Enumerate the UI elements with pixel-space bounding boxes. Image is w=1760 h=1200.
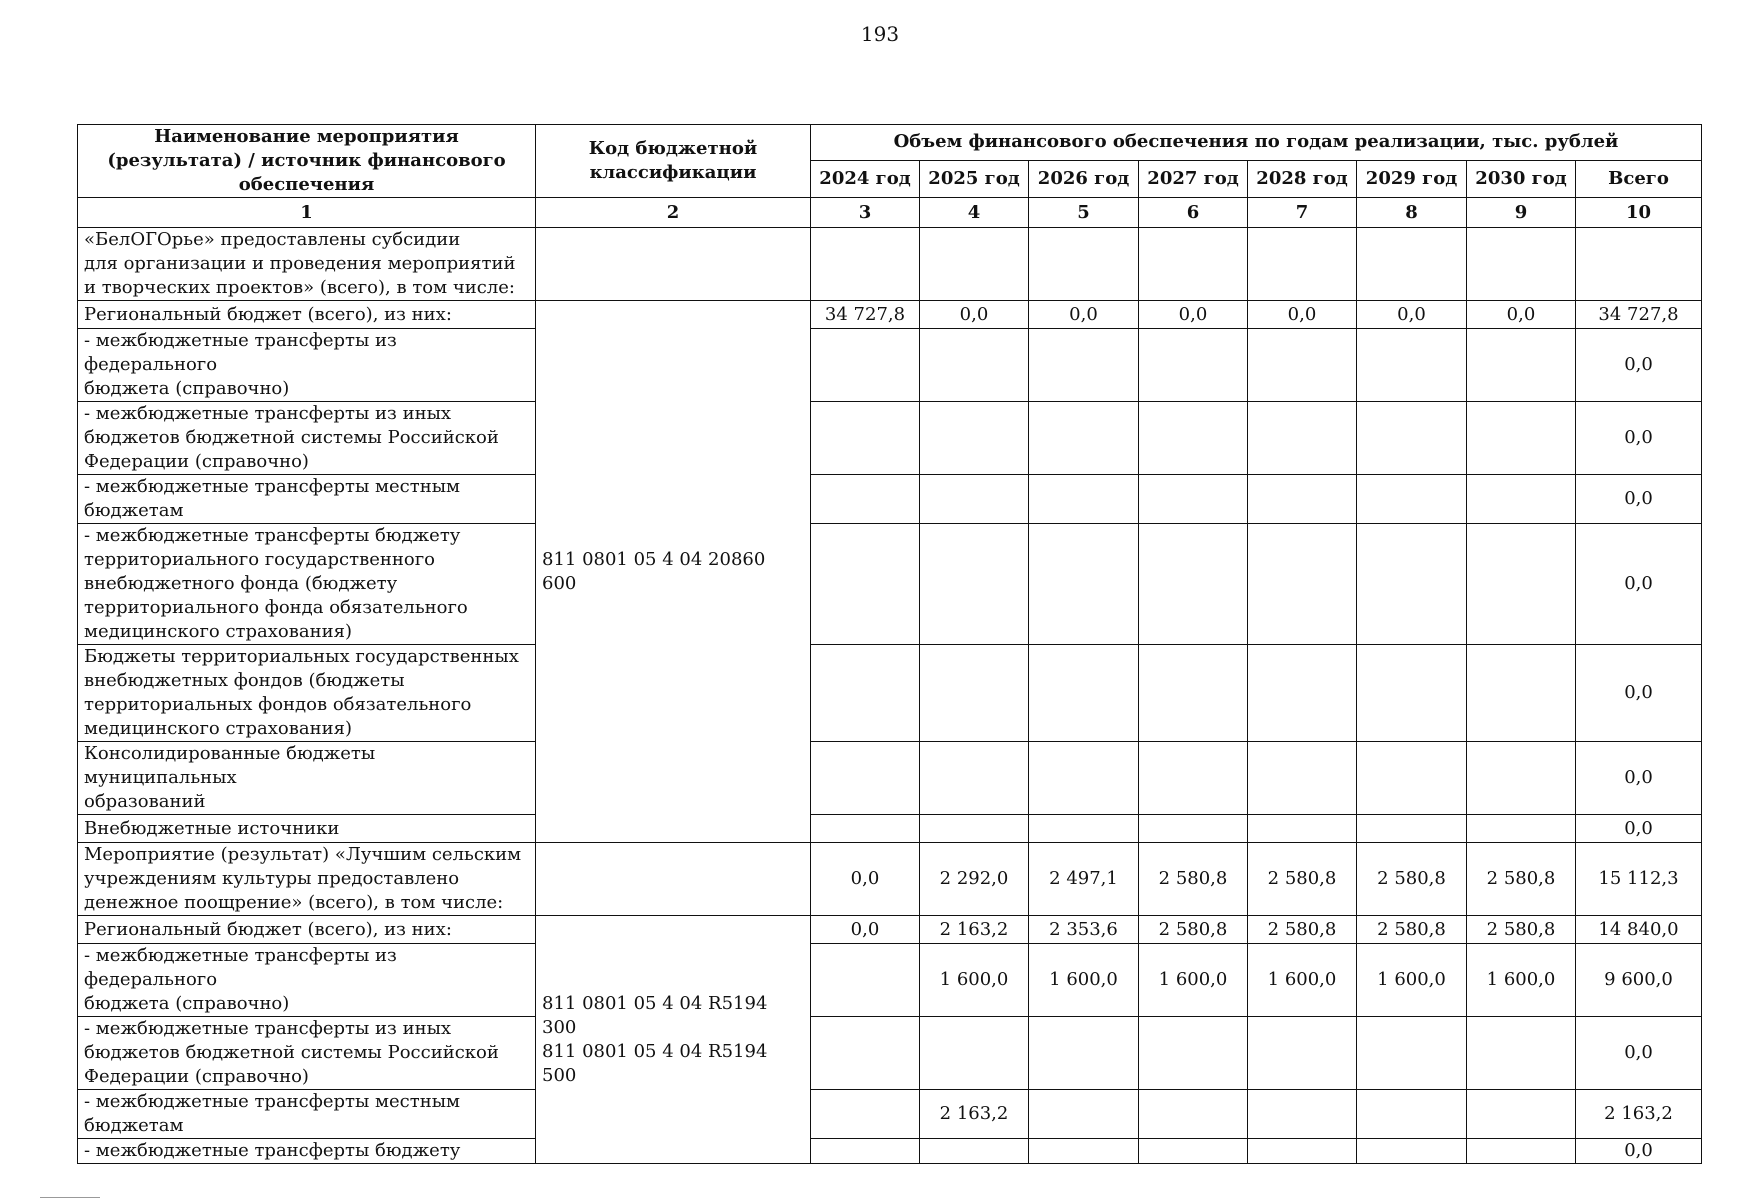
header-year: 2025 год [920,160,1029,197]
row-name: Региональный бюджет (всего), из них: [78,301,536,329]
year-value-cell [1029,329,1139,402]
year-value-cell [1467,329,1576,402]
year-value-cell: 0,0 [811,916,920,944]
total-cell: 0,0 [1576,645,1702,742]
year-value-cell [1029,402,1139,475]
table-row [78,475,1702,524]
year-value-cell [1139,815,1248,843]
year-value-cell [1467,1139,1576,1164]
year-value-cell [1248,524,1357,645]
column-number: 6 [1139,198,1248,228]
year-value-cell: 2 580,8 [1248,916,1357,944]
year-value-cell: 2 580,8 [1467,843,1576,916]
column-number: 9 [1467,198,1576,228]
total-cell: 0,0 [1576,524,1702,645]
year-value-cell [1029,645,1139,742]
year-value-cell [811,815,920,843]
table-row [78,524,1702,645]
column-number: 1 [78,198,536,228]
year-value-cell [1029,1017,1139,1090]
year-value-cell [1357,1139,1467,1164]
year-value-cell: 2 580,8 [1357,916,1467,944]
year-value-cell [1467,402,1576,475]
year-value-cell: 2 580,8 [1357,843,1467,916]
year-value-cell [920,228,1029,301]
column-number: 4 [920,198,1029,228]
year-value-cell [1029,742,1139,815]
row-name: - межбюджетные трансферты из иных бюджетов бюджетной системы Российской Федерации (справочно) [78,402,536,475]
year-value-cell [1248,815,1357,843]
table-row [78,1090,1702,1139]
column-number: 10 [1576,198,1702,228]
year-value-cell [1248,1139,1357,1164]
year-value-cell [1357,228,1467,301]
year-value-cell [920,742,1029,815]
total-cell: 0,0 [1576,815,1702,843]
table-row [78,329,1702,402]
year-value-cell [1467,645,1576,742]
header-year: 2029 год [1357,160,1467,197]
year-value-cell [1248,228,1357,301]
year-value-cell: 2 580,8 [1139,843,1248,916]
column-number: 7 [1248,198,1357,228]
year-value-cell [920,815,1029,843]
year-value-cell [920,1139,1029,1164]
year-value-cell: 2 580,8 [1139,916,1248,944]
header-year: Всего [1576,160,1702,197]
year-value-cell [811,329,920,402]
table-row [78,916,1702,944]
financing-table [77,124,1702,1164]
year-value-cell: 0,0 [920,301,1029,329]
year-value-cell: 2 580,8 [1467,916,1576,944]
row-name: Внебюджетные источники [78,815,536,843]
year-value-cell: 1 600,0 [1467,944,1576,1017]
header-year: 2027 год [1139,160,1248,197]
year-value-cell [1467,475,1576,524]
year-value-cell [1248,402,1357,475]
year-value-cell [920,329,1029,402]
total-cell: 15 112,3 [1576,843,1702,916]
year-value-cell [1467,228,1576,301]
row-name: - межбюджетные трансферты местным бюджетам [78,1090,536,1139]
year-value-cell [1357,402,1467,475]
year-value-cell [1357,1090,1467,1139]
year-value-cell [1139,524,1248,645]
row-name: - межбюджетные трансферты из иных бюджетов бюджетной системы Российской Федерации (справочно) [78,1017,536,1090]
row-name: Мероприятие (результат) «Лучшим сельским учреждениям культуры предоставлено денежное поощрение» (всего), в том числе: [78,843,536,916]
table-row [78,402,1702,475]
total-cell: 2 163,2 [1576,1090,1702,1139]
year-value-cell [1248,1090,1357,1139]
year-value-cell [1139,1017,1248,1090]
year-value-cell [1139,329,1248,402]
budget-code [536,843,811,916]
row-name: - межбюджетные трансферты бюджету [78,1139,536,1164]
budget-code: 811 0801 05 4 04 20860 600 [536,301,811,843]
year-value-cell [1029,815,1139,843]
year-value-cell [1467,1090,1576,1139]
total-cell: 0,0 [1576,1017,1702,1090]
year-value-cell [1139,1139,1248,1164]
table-row [78,645,1702,742]
year-value-cell [811,1090,920,1139]
column-number: 8 [1357,198,1467,228]
total-cell: 0,0 [1576,742,1702,815]
year-value-cell [1248,742,1357,815]
header-year: 2026 год [1029,160,1139,197]
row-name: «БелОГОрье» предоставлены субсидии для организации и проведения мероприятий и творческих проектов» (всего), в том числе: [78,228,536,301]
row-name: - межбюджетные трансферты местным бюджетам [78,475,536,524]
header-year: 2028 год [1248,160,1357,197]
year-value-cell [811,944,920,1017]
year-value-cell [1029,1139,1139,1164]
column-number: 5 [1029,198,1139,228]
year-value-cell [1139,228,1248,301]
year-value-cell [1248,475,1357,524]
table-row [78,301,1702,329]
budget-code [536,228,811,301]
total-cell: 14 840,0 [1576,916,1702,944]
year-value-cell [1357,475,1467,524]
year-value-cell: 0,0 [811,843,920,916]
year-value-cell: 1 600,0 [1357,944,1467,1017]
year-value-cell [920,402,1029,475]
row-name: Региональный бюджет (всего), из них: [78,916,536,944]
table-row [78,1139,1702,1164]
year-value-cell: 0,0 [1248,301,1357,329]
year-value-cell: 2 497,1 [1029,843,1139,916]
year-value-cell: 2 580,8 [1248,843,1357,916]
year-value-cell [920,524,1029,645]
column-number: 2 [536,198,811,228]
header-code: Код бюджетной классификации [536,125,811,198]
year-value-cell: 2 353,6 [1029,916,1139,944]
total-cell: 9 600,0 [1576,944,1702,1017]
row-name: Бюджеты территориальных государственных внебюджетных фондов (бюджеты территориальных фондов обязательного медицинского страхования) [78,645,536,742]
year-value-cell [1139,742,1248,815]
year-value-cell [1248,645,1357,742]
year-value-cell [811,1139,920,1164]
year-value-cell [1357,1017,1467,1090]
year-value-cell: 1 600,0 [1029,944,1139,1017]
total-cell: 0,0 [1576,475,1702,524]
header-name: Наименование мероприятия (результата) / источник финансового обеспечения [78,125,536,198]
year-value-cell [1248,329,1357,402]
row-name: - межбюджетные трансферты из федерального бюджета (справочно) [78,329,536,402]
year-value-cell [1357,742,1467,815]
year-value-cell [1467,1017,1576,1090]
year-value-cell [811,742,920,815]
year-value-cell [1357,815,1467,843]
year-value-cell [1029,524,1139,645]
table-row [78,1017,1702,1090]
year-value-cell: 2 292,0 [920,843,1029,916]
table-row [78,944,1702,1017]
year-value-cell [920,645,1029,742]
year-value-cell [1029,1090,1139,1139]
row-name: - межбюджетные трансферты из федерального бюджета (справочно) [78,944,536,1017]
year-value-cell [811,1017,920,1090]
year-value-cell: 34 727,8 [811,301,920,329]
year-value-cell: 1 600,0 [920,944,1029,1017]
year-value-cell [1357,645,1467,742]
table-row [78,228,1702,301]
total-cell [1576,228,1702,301]
header-year: 2030 год [1467,160,1576,197]
year-value-cell [1467,524,1576,645]
total-cell: 0,0 [1576,329,1702,402]
year-value-cell [811,402,920,475]
year-value-cell: 2 163,2 [920,1090,1029,1139]
year-value-cell [1139,402,1248,475]
header-year: 2024 год [811,160,920,197]
year-value-cell: 0,0 [1029,301,1139,329]
year-value-cell [811,645,920,742]
footer-rule [40,1197,100,1198]
year-value-cell [920,1017,1029,1090]
table-row [78,742,1702,815]
year-value-cell [1139,1090,1248,1139]
year-value-cell [811,475,920,524]
year-value-cell [920,475,1029,524]
row-name: Консолидированные бюджеты муниципальных образований [78,742,536,815]
total-cell: 0,0 [1576,1139,1702,1164]
year-value-cell [1029,228,1139,301]
year-value-cell [1248,1017,1357,1090]
year-value-cell [1357,329,1467,402]
year-value-cell [1467,742,1576,815]
column-number: 3 [811,198,920,228]
year-value-cell [811,228,920,301]
row-name: - межбюджетные трансферты бюджету территориального государственного внебюджетного фонда (бюджету территориального фонда обязательного медицинского страхования) [78,524,536,645]
year-value-cell [1467,815,1576,843]
table-row [78,843,1702,916]
table-row [78,815,1702,843]
page-number: 193 [860,22,900,46]
year-value-cell: 1 600,0 [1139,944,1248,1017]
year-value-cell [1357,524,1467,645]
year-value-cell [811,524,920,645]
header-financing-group: Объем финансового обеспечения по годам реализации, тыс. рублей [811,125,1702,161]
year-value-cell: 0,0 [1467,301,1576,329]
budget-code: 811 0801 05 4 04 R5194 300 811 0801 05 4 04 R5194 500 [536,916,811,1164]
total-cell: 0,0 [1576,402,1702,475]
year-value-cell [1139,645,1248,742]
year-value-cell [1029,475,1139,524]
year-value-cell: 1 600,0 [1248,944,1357,1017]
year-value-cell: 0,0 [1357,301,1467,329]
year-value-cell: 2 163,2 [920,916,1029,944]
total-cell: 34 727,8 [1576,301,1702,329]
year-value-cell [1139,475,1248,524]
year-value-cell: 0,0 [1139,301,1248,329]
